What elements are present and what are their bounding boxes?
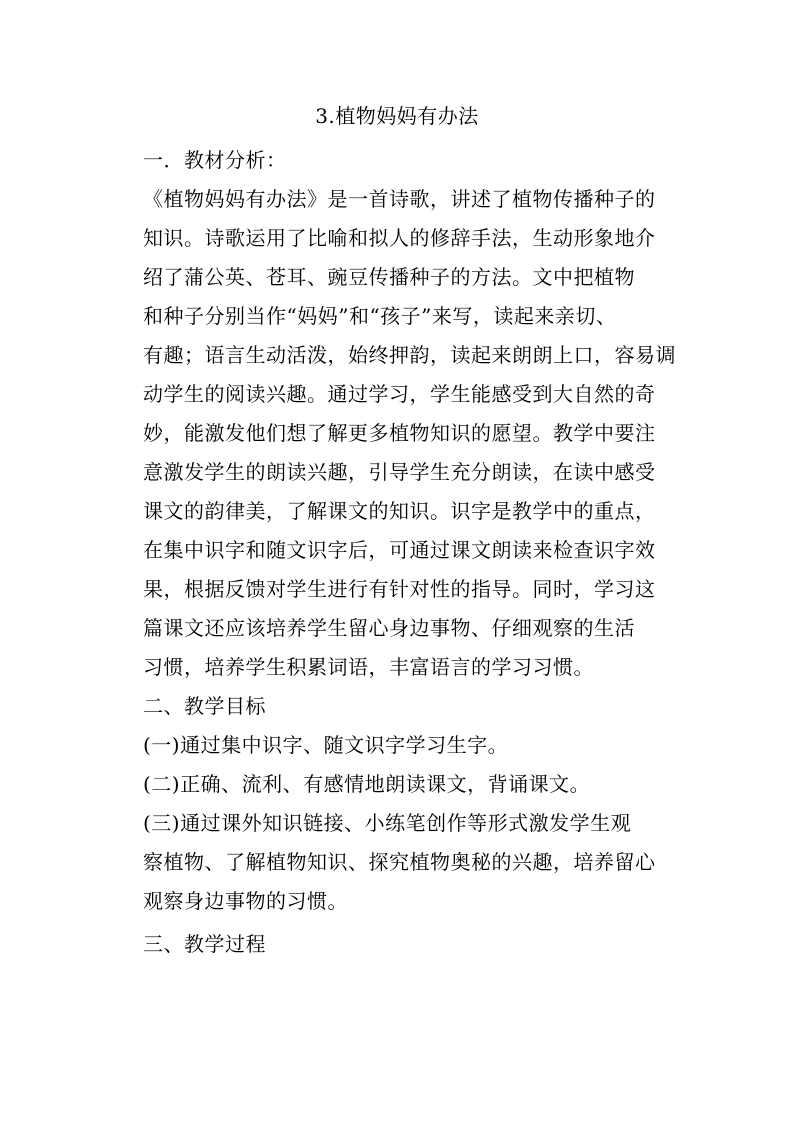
paragraph-line: 有趣；语言生动活泼，始终押韵，读起来朗朗上口，容易调 [143, 343, 676, 367]
goal-item-2: (二)正确、流利、有感情地朗读课文，背诵课文。 [143, 772, 591, 796]
paragraph-line: 在集中识字和随文识字后，可通过课文朗读来检查识字效 [143, 538, 656, 562]
paragraph-line: 果，根据反馈对学生进行有针对性的指导。同时，学习这 [143, 577, 656, 601]
paragraph-line: 知识。诗歌运用了比喻和拟人的修辞手法，生动形象地介 [143, 226, 656, 250]
goal-item-1: (一)通过集中识字、随文识字学习生字。 [143, 733, 509, 757]
paragraph-line: 篇课文还应该培养学生留心身边事物、仔细观察的生活 [143, 616, 635, 640]
paragraph-line: 动学生的阅读兴趣。通过学习，学生能感受到大自然的奇 [143, 382, 656, 406]
document-body [143, 141, 676, 964]
section-heading-process: 三、教学过程 [143, 932, 266, 956]
section-heading-analysis: 一．教材分析： [143, 148, 287, 172]
paragraph-line: 习惯，培养学生积累词语，丰富语言的学习习惯。 [143, 655, 594, 679]
section-heading-goals: 二、教学目标 [143, 694, 266, 718]
goal-item-3-line: (三)通过课外知识链接、小练笔创作等形式激发学生观 [143, 811, 632, 835]
paragraph-line: 《植物妈妈有办法》是一首诗歌，讲述了植物传播种子的 [143, 187, 656, 211]
paragraph-line: 绍了蒲公英、苍耳、豌豆传播种子的方法。文中把植物 [143, 265, 635, 289]
paragraph-line: 妙，能激发他们想了解更多植物知识的愿望。教学中要注 [143, 421, 656, 445]
paragraph-line: 课文的韵律美，了解课文的知识。识字是教学中的重点， [143, 499, 656, 523]
paragraph-line: 和种子分别当作“妈妈”和“孩子”来写，读起来亲切、 [143, 304, 617, 328]
paragraph-line: 意激发学生的朗读兴趣，引导学生充分朗读，在读中感受 [143, 460, 656, 484]
goal-item-3-line: 察植物、了解植物知识、探究植物奥秘的兴趣，培养留心 [143, 850, 656, 874]
document-title: 3.植物妈妈有办法 [315, 104, 479, 128]
goal-item-3-line: 观察身边事物的习惯。 [143, 889, 348, 913]
